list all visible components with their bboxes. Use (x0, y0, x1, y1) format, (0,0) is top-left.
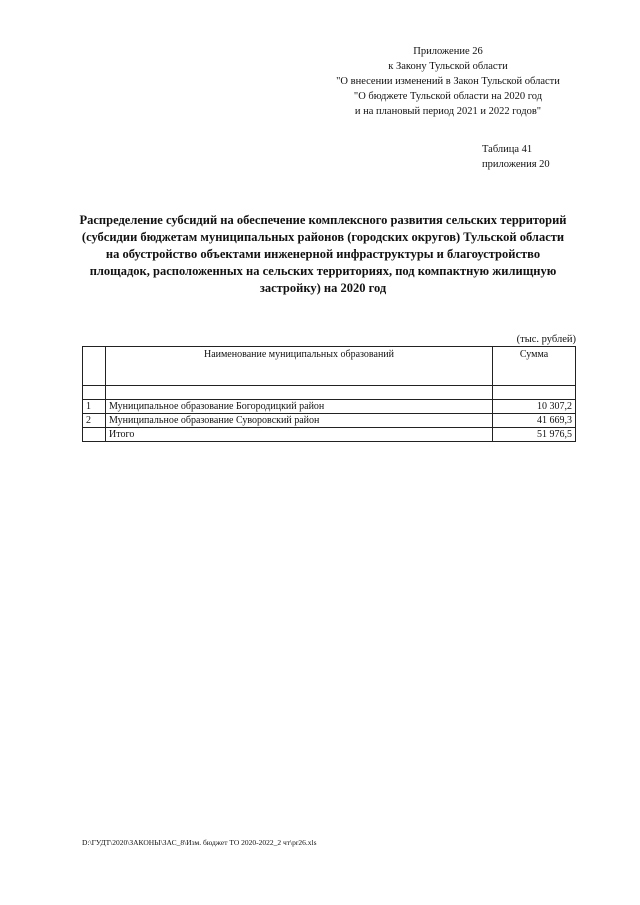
table-header-row (83, 347, 576, 386)
total-label: Итого (106, 428, 493, 442)
table-total-row (83, 428, 576, 442)
appendix-header (318, 44, 578, 119)
row-name: Муниципальное образование Богородицкий район (106, 400, 493, 414)
appendix-line: "О внесении изменений в Закон Тульской области (336, 76, 560, 87)
total-sum: 51 976,5 (493, 428, 576, 442)
table-spacer-row (83, 386, 576, 400)
document-title (78, 212, 568, 297)
units-label: (тыс. рублей) (516, 334, 576, 345)
title-line: застройку) на 2020 год (259, 281, 387, 295)
table-row (83, 400, 576, 414)
appendix-line: к Закону Тульской области (388, 61, 508, 72)
title-line: (субсидии бюджетам муниципальных районов (городских округов) Тульской области (81, 230, 565, 244)
table-ref-line: Таблица 41 (482, 144, 533, 155)
file-path-footer: D:\ГУДТ\2020\ЗАКОНЫ\ЗАС_8\Изм. бюджет ТО 2020-2022_2 чт\pr26.xls (82, 838, 317, 847)
title-line: площадок, расположенных на сельских территориях, под компактную жилищную (89, 264, 557, 278)
appendix-line: и на плановый период 2021 и 2022 годов" (354, 106, 542, 117)
row-number: 1 (83, 400, 106, 414)
title-line: Распределение субсидий на обеспечение комплексного развития сельских территорий (79, 213, 567, 227)
row-sum: 41 669,3 (493, 414, 576, 428)
subsidies-table (82, 346, 576, 442)
row-sum: 10 307,2 (493, 400, 576, 414)
row-number: 2 (83, 414, 106, 428)
appendix-line: "О бюджете Тульской области на 2020 год (353, 91, 543, 102)
table-reference (444, 142, 564, 172)
header-sum: Сумма (493, 347, 576, 386)
table-row (83, 414, 576, 428)
table-ref-line: приложения 20 (482, 159, 550, 170)
appendix-line: Приложение 26 (413, 46, 483, 57)
header-number (83, 347, 106, 386)
header-name: Наименование муниципальных образований (106, 347, 493, 386)
row-name: Муниципальное образование Суворовский район (106, 414, 493, 428)
title-line: на обустройство объектами инженерной инфраструктуры и благоустройство (105, 247, 541, 261)
